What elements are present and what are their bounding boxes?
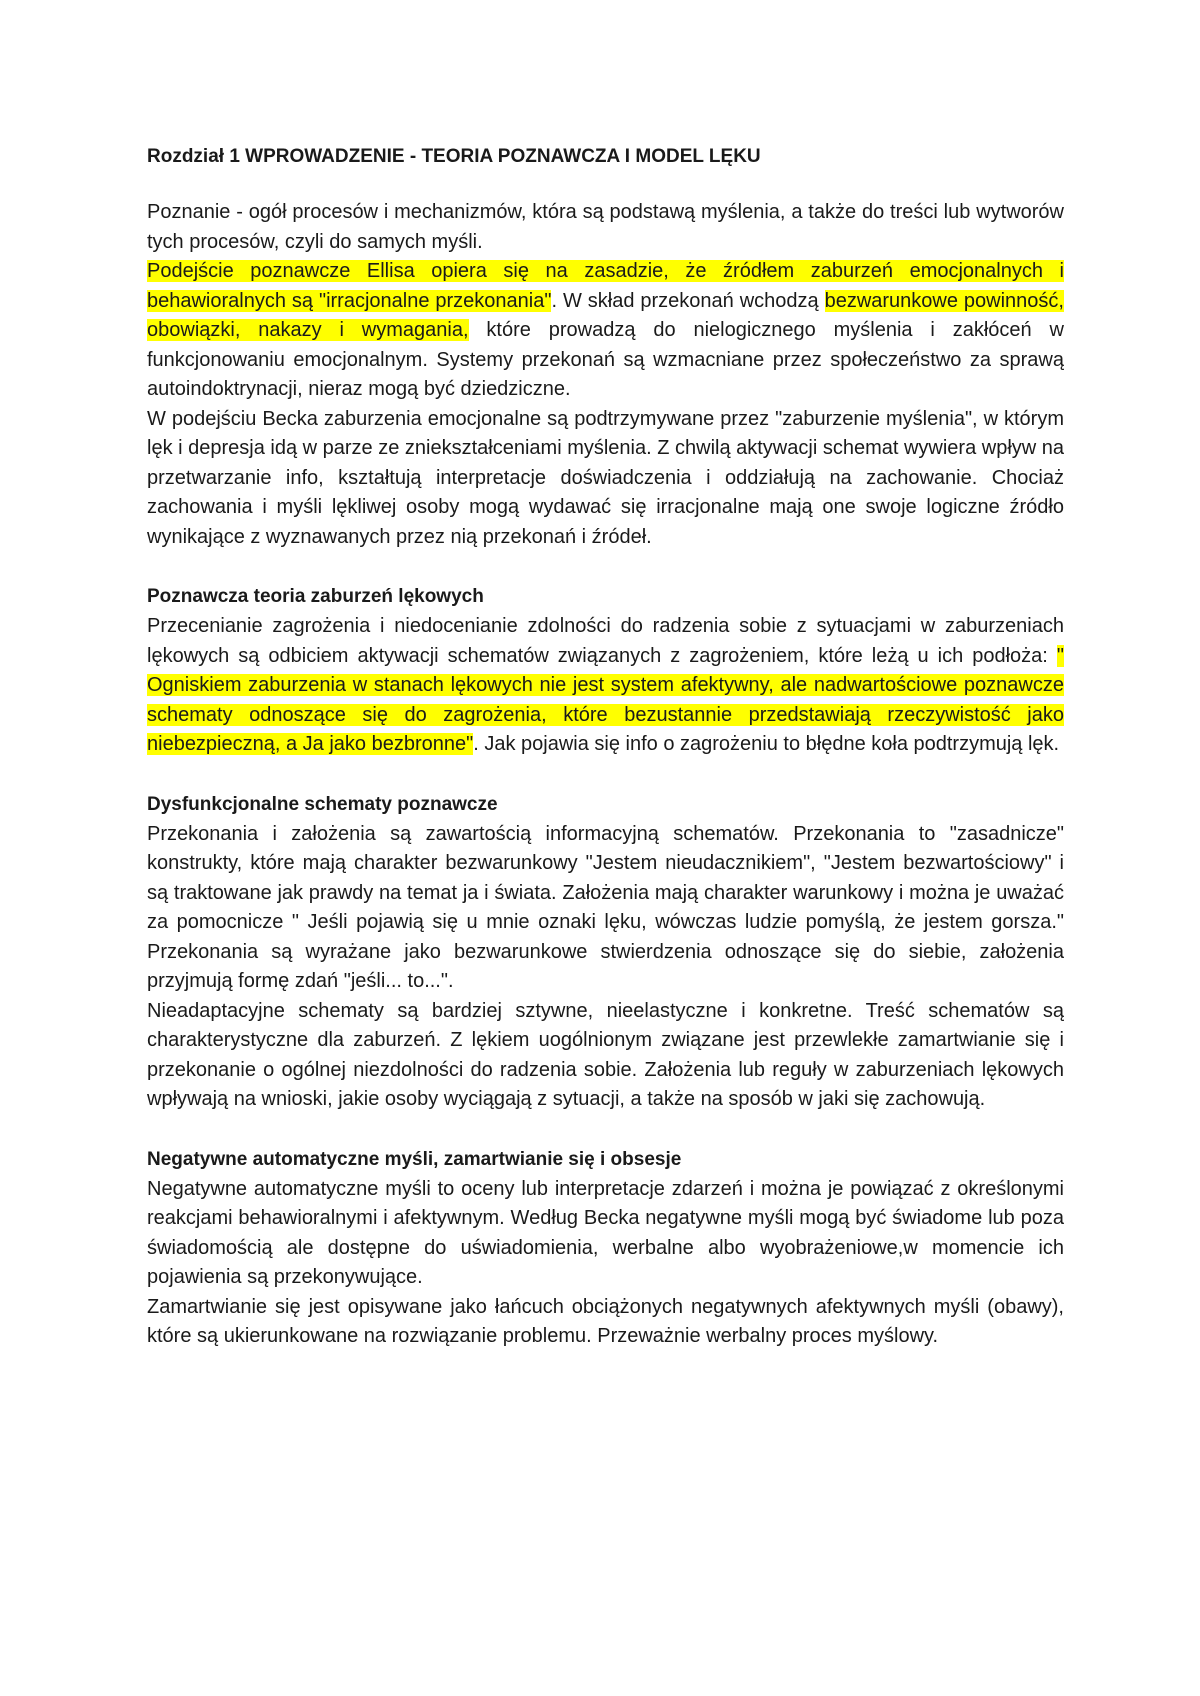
section-heading: Poznawcza teoria zaburzeń lękowych	[147, 586, 484, 607]
intro-paragraph-1: Poznanie - ogół procesów i mechanizmów, która są podstawą myślenia, a także do treści lub wytworów tych procesów, czyli do samych myśli.	[147, 201, 1064, 253]
section-negative-thoughts	[147, 1145, 1064, 1352]
section-heading: Negatywne automatyczne myśli, zamartwianie się i obsesje	[147, 1148, 682, 1170]
body-text: . Jak pojawia się info o zagrożeniu to błędne koła podtrzymują lęk.	[473, 733, 1060, 755]
highlighted-text: bezwarunkowe powinność, obowiązki, nakazy i wymagania,	[147, 289, 1064, 341]
section-dysfunctional-schemas	[147, 790, 1064, 1115]
section-paragraph: Nieadaptacyjne schematy są bardziej sztywne, nieelastyczne i konkretne. Treść schematów są charakterystyczne dla zaburzeń. Z lękiem uogólnionym związane jest przewlekłe zamartwianie się i przekonanie o ogólnej niezdolności do radzenia sobie. Założenia lub reguły w zaburzeniach lękowych wpływają na wnioski, jakie osoby wyciągają z sytuacji, a także na sposób w jaki się zachowują.	[147, 999, 1064, 1110]
section-cognitive-theory	[147, 582, 1064, 760]
section-paragraph	[147, 612, 1064, 760]
highlighted-text: " Ogniskiem zaburzenia w stanach lękowych nie jest system afektywny, ale nadwartościowe poznawcze schematy odnoszące się do zagrożenia, które bezustannie przedstawiają rzeczywistość jako niebezpieczną, a Ja jako bezbronne"	[147, 644, 1064, 755]
highlighted-text: Podejście poznawcze Ellisa opiera się na zasadzie, że źródłem zaburzeń emocjonalnych i behawioralnych są "irracjonalne przekonania"	[147, 260, 1064, 312]
section-paragraph: Zamartwianie się jest opisywane jako łańcuch obciążonych negatywnych afektywnych myśli (obawy), które są ukierunkowane na rozwiązanie problemu. Przeważnie werbalny proces myślowy.	[147, 1295, 1064, 1347]
document-page	[147, 142, 1064, 1352]
section-paragraph: Negatywne automatyczne myśli to oceny lub interpretacje zdarzeń i można je powiązać z określonymi reakcjami behawioralnymi i afektywnym. Według Becka negatywne myśli mogą być świadome lub poza świadomością ale dostępne do uświadomienia, werbalne albo wyobrażeniowe,w momencie ich pojawienia są przekonywujące.	[147, 1177, 1064, 1288]
section-heading: Dysfunkcjonalne schematy poznawcze	[147, 793, 498, 815]
body-text: które prowadzą do nielogicznego myślenia i zakłóceń w funkcjonowaniu emocjonalnym. Systemy przekonań są wzmacniane przez społeczeństwo za sprawą autoindoktrynacji, nieraz mogą być dziedziczne.	[147, 319, 1064, 400]
intro-paragraph-3: W podejściu Becka zaburzenia emocjonalne są podtrzymywane przez "zaburzenie myślenia", w którym lęk i depresja idą w parze ze zniekształceniami myślenia. Z chwilą aktywacji schemat wywiera wpływ na przetwarzanie info, kształtują interpretacje doświadczenia i oddziałują na zachowanie. Chociaż zachowania i myśli lękliwej osoby mogą wydawać się irracjonalne mają one swoje logiczne źródło wynikające z wyznawanych przez nią przekonań i źródeł.	[147, 407, 1065, 548]
body-text: . W skład przekonań wchodzą	[551, 289, 825, 312]
body-text: Przecenianie zagrożenia i niedocenianie zdolności do radzenia sobie z sytuacjami w zaburzeniach lękowych są odbiciem aktywacji schematów związanych z zagrożeniem, które leżą u ich podłoża:	[147, 615, 1064, 667]
intro-paragraph-2	[147, 257, 1064, 405]
section-paragraph: Przekonania i założenia są zawartością informacyjną schematów. Przekonania to "zasadnicze" konstrukty, które mają charakter bezwarunkowy "Jestem nieudacznikiem", "Jestem bezwartościowy" i są traktowane jak prawdy na temat ja i świata. Założenia mają charakter warunkowy i można je uważać za pomocnicze " Jeśli pojawią się u mnie oznaki lęku, wówczas ludzie pomyślą, że jestem gorsza." Przekonania są wyrażane jako bezwarunkowe stwierdzenia odnoszące się do siebie, założenia przyjmują formę zdań "jeśli... to...".	[147, 822, 1064, 992]
chapter-title: Rozdział 1 WPROWADZENIE - TEORIA POZNAWCZA I MODEL LĘKU	[147, 146, 761, 167]
